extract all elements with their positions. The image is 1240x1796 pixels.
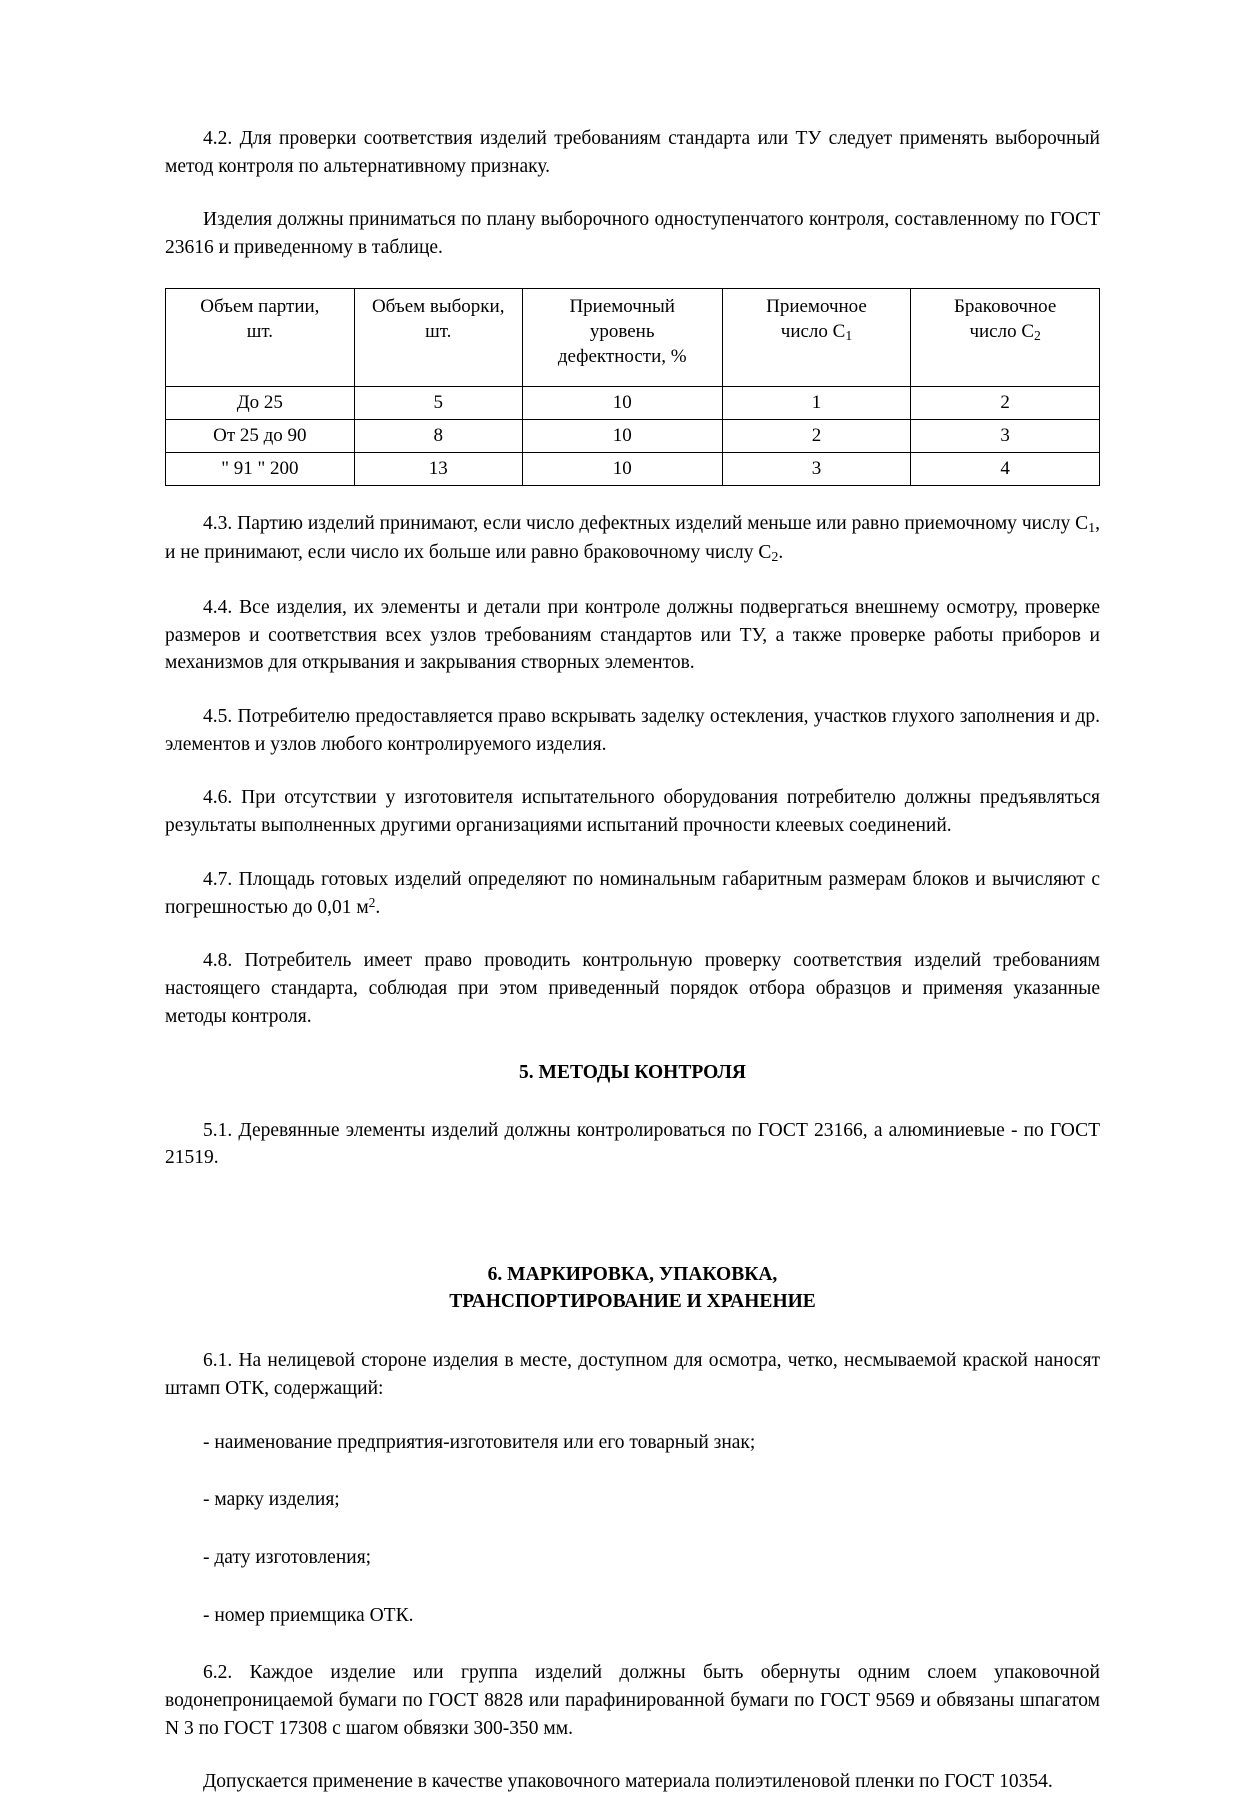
section-6-heading-line-2: ТРАНСПОРТИРОВАНИЕ И ХРАНЕНИЕ: [449, 1290, 816, 1312]
table-header-lot-volume: [166, 288, 355, 386]
paragraph-6-2: 6.2. Каждое изделие или группа изделий должны быть обернуты одним слоем упаковочной водонепроницаемой бумаги по ГОСТ 8828 или парафинированной бумаги по ГОСТ 9569 и обвязаны шпагатом N 3 по ГОСТ 17308 с шагом обвязки 300-350 мм.: [165, 1662, 1100, 1739]
table-cell: От 25 до 90: [166, 419, 355, 452]
table-cell: 10: [522, 419, 722, 452]
subscript-c2: 2: [771, 549, 779, 566]
list-item: - марку изделия;: [203, 1489, 340, 1511]
header-line-1: Объем выборки,: [371, 295, 505, 317]
subscript-c1: 1: [1088, 520, 1096, 537]
header-line-2: число С: [969, 320, 1034, 342]
table-header-sample-volume: [354, 288, 522, 386]
paragraph-4-3-part-c: .: [778, 542, 784, 563]
header-line-1: Браковочное: [953, 295, 1057, 317]
table-header-rejection-number: [911, 288, 1100, 386]
sampling-plan-table: [165, 288, 1100, 486]
superscript-square-meters: 2: [368, 894, 376, 910]
list-item: - номер приемщика ОТК.: [203, 1604, 414, 1626]
table-row: [166, 452, 1100, 485]
paragraph-4-8: 4.8. Потребитель имеет право проводить контрольную проверку соответствия изделий требованиям настоящего стандарта, соблюдая при этом приведенный порядок отбора образцов и применяя указанные методы контроля.: [165, 950, 1100, 1027]
table-cell: 10: [522, 386, 722, 419]
paragraph-4-3-part-a: 4.3. Партию изделий принимают, если число дефектных изделий меньше или равно приемочному числу С: [203, 512, 1089, 534]
paragraph-4-7: [165, 866, 1100, 921]
paragraph-4-3: [165, 510, 1100, 568]
table-cell: 8: [354, 419, 522, 452]
paragraph-5-1: 5.1. Деревянные элементы изделий должны контролироваться по ГОСТ 23166, а алюминиевые - по ГОСТ 21519.: [165, 1119, 1100, 1169]
paragraph-4-7-part-a: 4.7. Площадь готовых изделий определяют по номинальным габаритным размерам блоков и вычисляют с погрешностью до 0,01 м: [165, 868, 1100, 918]
section-6-heading-line-1: 6. МАРКИРОВКА, УПАКОВКА,: [487, 1264, 778, 1286]
header-line-1: Приемочный: [569, 295, 675, 317]
section-6-heading-block: [165, 1262, 1100, 1315]
list-item: - дату изготовления;: [203, 1546, 372, 1568]
paragraph-6-1: 6.1. На нелицевой стороне изделия в месте, доступном для осмотра, четко, несмываемой краской наносят штамп ОТК, содержащий:: [165, 1350, 1100, 1399]
table-row: [166, 419, 1100, 452]
table-cell: 10: [522, 452, 722, 485]
list-item: - наименование предприятия-изготовителя или его товарный знак;: [203, 1431, 756, 1453]
header-subscript: 2: [1034, 327, 1041, 343]
paragraph-4-5: 4.5. Потребителю предоставляется право вскрывать заделку остекления, участков глухого заполнения и др. элементов и узлов любого контролируемого изделия.: [165, 706, 1100, 755]
header-subscript: 1: [845, 327, 853, 343]
section-spacer: [165, 1198, 1100, 1262]
header-line-3: дефектности, %: [557, 345, 687, 367]
paragraph-4-6: 4.6. При отсутствии у изготовителя испытательного оборудования потребителю должны предъявляться результаты выполненных другими организациями испытаний прочности клеевых соединений.: [165, 787, 1100, 837]
table-cell: 3: [722, 452, 911, 485]
paragraph-4-3-part-b: , и не принимают, если число их больше или равно браковочному числу С: [165, 512, 1100, 563]
table-header-defect-level: [522, 288, 722, 386]
header-line-1: Объем партии,: [200, 295, 320, 317]
table-row: [166, 386, 1100, 419]
table-cell: 13: [354, 452, 522, 485]
section-5-heading-block: [165, 1060, 1100, 1087]
table-cell: 2: [911, 386, 1100, 419]
paragraph-sampling-plan: Изделия должны приниматься по плану выборочного одноступенчатого контроля, составленному по ГОСТ 23616 и приведенному в таблице.: [165, 209, 1100, 259]
header-line-2: уровень: [589, 320, 655, 342]
paragraph-4-7-part-b: .: [375, 896, 381, 918]
paragraph-4-2: 4.2. Для проверки соответствия изделий требованиям стандарта или ТУ следует применять выборочный метод контроля по альтернативному признаку.: [165, 128, 1100, 177]
table-header-row: [166, 288, 1100, 386]
paragraph-polyethylene-film: Допускается применение в качестве упаковочного материала полиэтиленовой пленки по ГОСТ 10354.: [203, 1771, 1053, 1793]
table-cell: До 25: [166, 386, 355, 419]
table-cell: 5: [354, 386, 522, 419]
header-line-1: Приемочное: [766, 295, 867, 317]
table-cell: 4: [911, 452, 1100, 485]
table-cell: 2: [722, 419, 911, 452]
table-header-acceptance-number: [722, 288, 911, 386]
table-cell: 3: [911, 419, 1100, 452]
table-cell: " 91 " 200: [166, 452, 355, 485]
header-line-2: шт.: [246, 320, 273, 342]
header-line-2: число С: [780, 320, 846, 342]
table-cell: 1: [722, 386, 911, 419]
paragraph-4-4: 4.4. Все изделия, их элементы и детали при контроле должны подвергаться внешнему осмотру, проверке размеров и соответствия всех узлов требованиям стандартов или ТУ, а также проверке работы приборов и механизмов для открывания и закрывания створных элементов.: [165, 597, 1100, 674]
header-line-2: шт.: [425, 320, 452, 342]
section-5-heading: 5. МЕТОДЫ КОНТРОЛЯ: [519, 1062, 746, 1084]
